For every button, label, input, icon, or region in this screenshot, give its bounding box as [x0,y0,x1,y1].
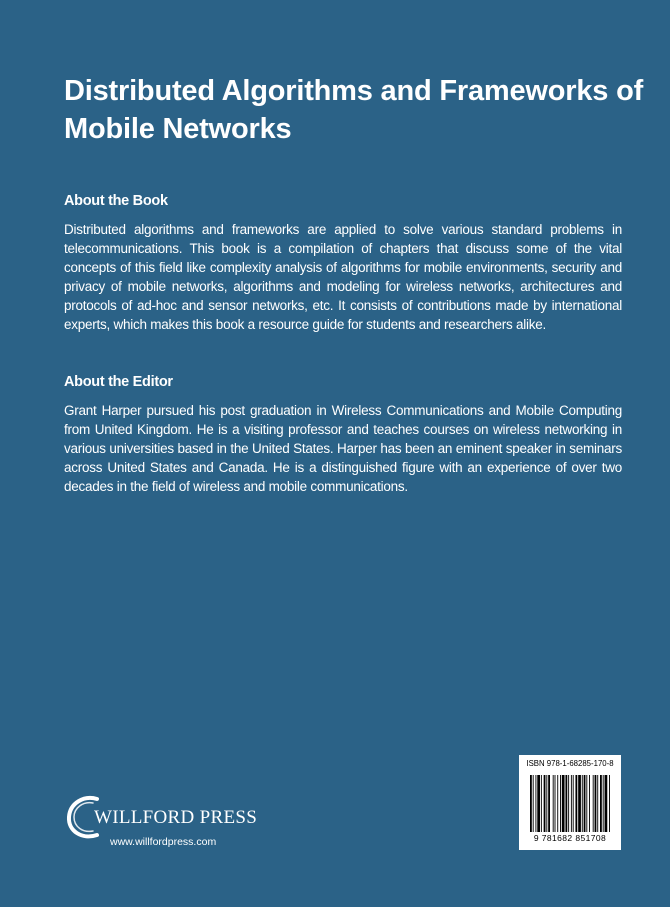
barcode-bar [560,775,561,832]
barcode-bar [571,775,572,832]
barcode-bar [586,775,587,832]
about-editor-heading: About the Editor [64,374,173,390]
publisher-url: www.willfordpress.com [110,836,217,848]
barcode-bar [555,775,556,832]
about-editor-text: Grant Harper pursued his post graduation in Wireless Communications and Mobile Computing from United Kingdom. He is a visiting professor and teaches courses on wireless networking in various universities based in the United States. Harper has been an eminent speaker in seminars across United States and Canada. He is a distinguished figure with an experience of over two decades in the field of wireless and mobile communications. [64,403,622,494]
barcode-bar [546,775,547,832]
publisher-name: WILLFORD PRESS [94,807,258,828]
barcode-bar [603,775,604,832]
barcode-bar [548,775,550,832]
book-title: Distributed Algorithms and Frameworks of Mobile Networks [64,75,644,145]
barcode-bar [537,775,540,832]
barcode-bar [568,775,569,832]
barcode-bar [593,775,594,832]
barcode-bar [553,775,554,832]
barcode-bar [573,775,574,832]
publisher-logo [64,793,258,853]
barcode-bar [575,775,577,832]
isbn-barcode [519,755,621,850]
barcode-bar [578,775,581,832]
barcode-bar [533,775,534,832]
barcode-bar [609,775,610,832]
barcode-bar [600,775,602,832]
barcode-bar [605,775,608,832]
barcode-bar [597,775,598,832]
isbn-label: ISBN 978-1-68285-170-8 [526,759,614,768]
barcode-bar [557,775,558,832]
barcode-bar [565,775,567,832]
barcode-bar [535,775,536,832]
barcode-bar [541,775,542,832]
barcode-bar [589,775,590,832]
barcode-digits: 9 781682 851708 [533,833,607,843]
barcode-bar [530,775,532,832]
about-book-text: Distributed algorithms and frameworks are applied to solve various standard problems in telecommunications. This book is a compilation of chapters that discuss some of the vital concepts of this field like complexity analysis of algorithms for mobile environments, security and privacy of mobile networks, algorithms and modeling for wireless networks, architectures and protocols of ad-hoc and sensor networks, etc. It consists of contributions made by international experts, which makes this book a resource guide for students and researchers alike. [64,222,622,332]
barcode-bars [530,775,610,832]
barcode-bar [544,775,546,832]
barcode-bar [582,775,583,832]
about-book-heading: About the Book [64,193,168,209]
barcode-bar [584,775,586,832]
barcode-bar [595,775,597,832]
barcode-bar [562,775,565,832]
